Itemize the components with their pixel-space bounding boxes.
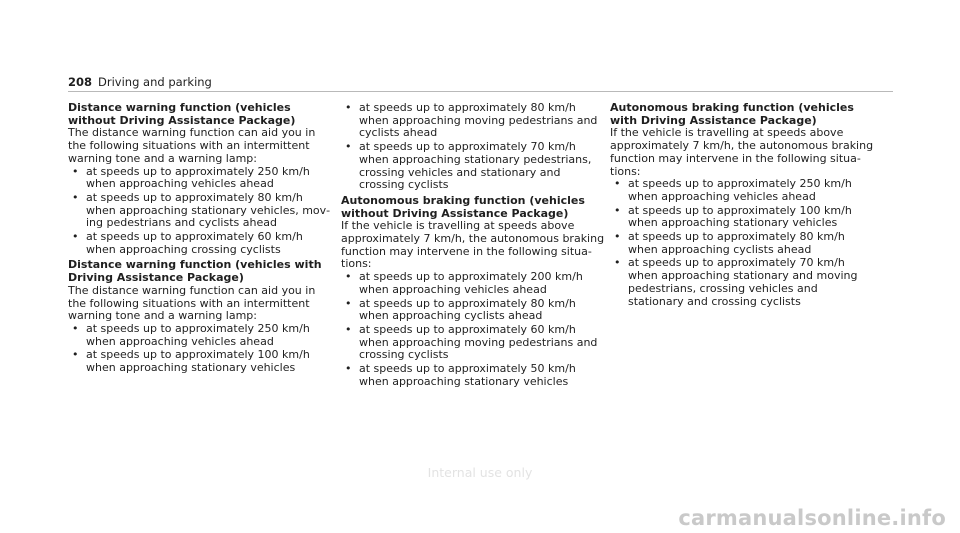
page-header (68, 75, 212, 89)
list-item: • at speeds up to approximately 80 km/h when approaching cyclists ahead (610, 231, 875, 256)
site-watermark: carmanualsonline.info (678, 506, 946, 530)
internal-use-note: Internal use only (427, 465, 533, 480)
list-item: • at speeds up to approximately 250 km/h when approaching vehicles ahead (68, 323, 333, 348)
section-intro: The distance warning function can aid you in the following situations with an intermittent warning tone and a warning lamp: (68, 126, 316, 165)
bullet-list (68, 323, 333, 375)
list-item: • at speeds up to approximately 80 km/h when approaching moving pedestrians and cyclists ahead (341, 102, 606, 140)
section-distance-warning-with-package (68, 259, 333, 374)
list-item: • at speeds up to approximately 80 km/h when approaching stationary vehicles, moving pedestrians and cyclists ahead (68, 192, 333, 230)
list-item: • at speeds up to approximately 70 km/h when approaching stationary pedestrians, crossing vehicles and stationary and crossing cyclists (341, 141, 606, 192)
list-item: • at speeds up to approximately 100 km/h when approaching stationary vehicles (610, 205, 875, 230)
bullet-list (341, 271, 606, 388)
list-item: • at speeds up to approximately 60 km/h when approaching crossing cyclists (68, 231, 333, 256)
text-column-1 (68, 102, 333, 378)
page-number: 208 (68, 75, 93, 89)
header-divider (68, 91, 893, 92)
list-item: • at speeds up to approximately 250 km/h when approaching vehicles ahead (68, 166, 333, 191)
list-item: • at speeds up to approximately 200 km/h when approaching vehicles ahead (341, 271, 606, 296)
bullet-list (341, 102, 606, 192)
text-column-3 (610, 102, 875, 311)
section-intro: If the vehicle is travelling at speeds above approximately 7 km/h, the autonomous braking function may intervene in the following situations: (610, 126, 874, 178)
section-heading: Distance warning function (vehicles with Driving Assistance Package) (68, 258, 322, 285)
list-item: • at speeds up to approximately 60 km/h when approaching moving pedestrians and crossing cyclists (341, 324, 606, 362)
section-title: Driving and parking (98, 75, 212, 89)
section-autonomous-braking-without-package (341, 195, 606, 389)
list-item: • at speeds up to approximately 50 km/h when approaching stationary vehicles (341, 363, 606, 388)
list-item: • at speeds up to approximately 100 km/h when approaching stationary vehicles (68, 349, 333, 374)
section-intro: The distance warning function can aid you in the following situations with an intermittent warning tone and a warning lamp: (68, 283, 316, 323)
section-heading: Autonomous braking function (vehicles without Driving Assistance Package) (341, 193, 585, 220)
list-item: • at speeds up to approximately 70 km/h when approaching stationary and moving pedestrians, crossing vehicles and stationary and crossing cyclists (610, 257, 875, 308)
section-intro: If the vehicle is travelling at speeds above approximately 7 km/h, the autonomous braking function may intervene in the following situations: (341, 219, 605, 271)
section-autonomous-braking-with-package (610, 102, 875, 308)
bullet-list (610, 178, 875, 308)
text-column-2 (341, 102, 606, 391)
list-item: • at speeds up to approximately 250 km/h when approaching vehicles ahead (610, 178, 875, 203)
list-item: • at speeds up to approximately 80 km/h when approaching cyclists ahead (341, 298, 606, 323)
bullet-list (68, 166, 333, 257)
section-distance-warning-without-package (68, 102, 333, 256)
section-continued-list (341, 102, 606, 192)
section-heading: Autonomous braking function (vehicles with Driving Assistance Package) (610, 101, 854, 127)
section-heading: Distance warning function (vehicles without Driving Assistance Package) (68, 101, 296, 127)
